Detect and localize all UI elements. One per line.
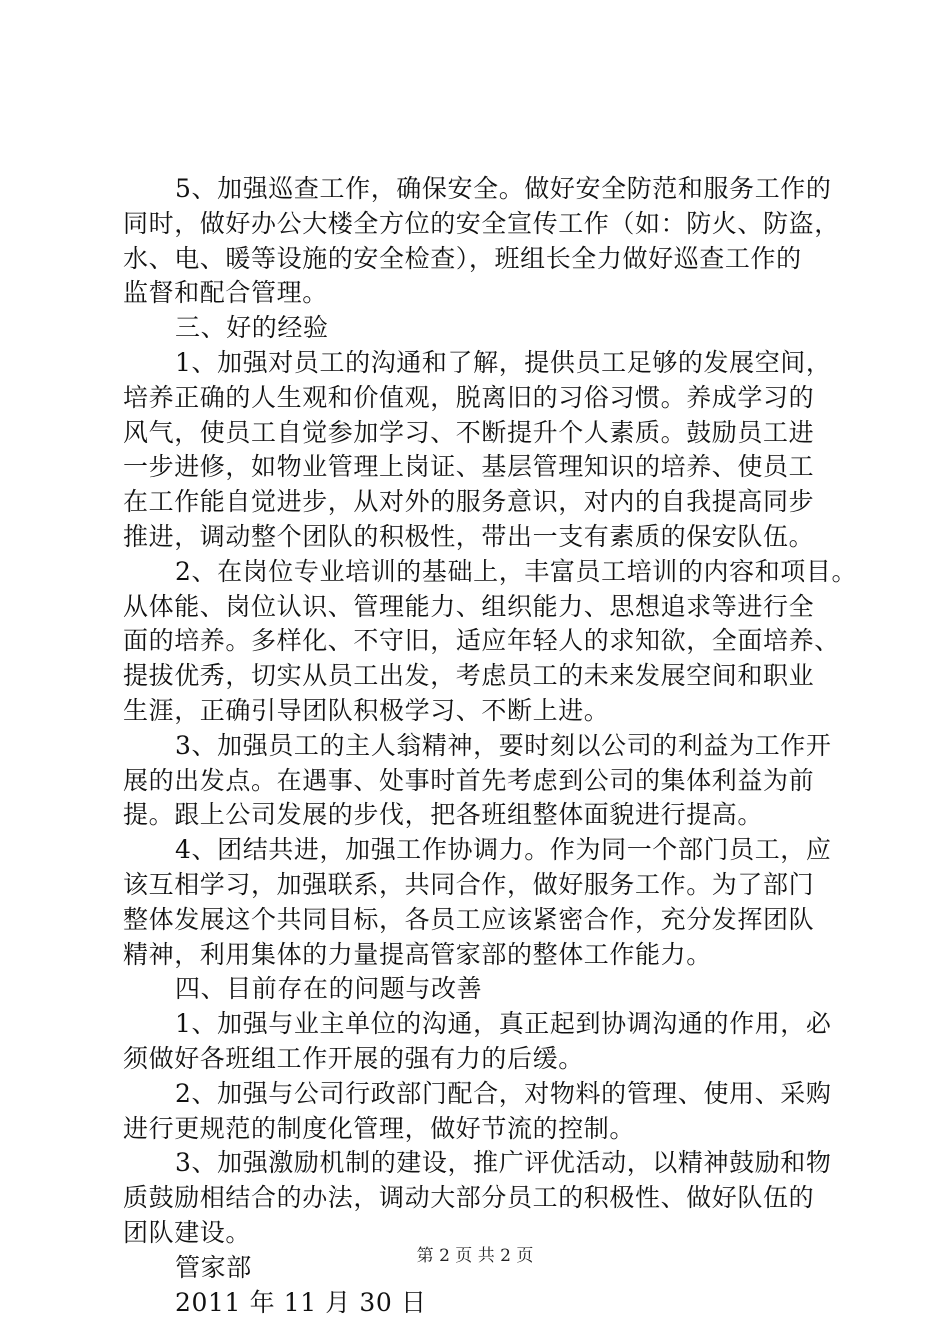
text-line: 5、加强巡查工作，确保安全。做好安全防范和服务工作的 xyxy=(175,174,832,203)
text-line: 2011 年 11 月 30 日 xyxy=(175,1287,427,1317)
text-line: 须做好各班组工作开展的强有力的后缓。 xyxy=(123,1043,584,1073)
text-line: 监督和配合管理。 xyxy=(123,278,328,308)
document-body xyxy=(123,172,858,1320)
text-line: 在工作能自觉进步，从对外的服务意识，对内的自我提高同步 xyxy=(123,487,815,517)
text-line: 提拔优秀，切实从员工出发，考虑员工的未来发展空间和职业 xyxy=(123,661,815,691)
text-line: 精神，利用集体的力量提高管家部的整体工作能力。 xyxy=(123,939,712,969)
text-line: 面的培养。多样化、不守旧，适应年轻人的求知欲，全面培养、 xyxy=(123,626,840,656)
text-line: 一步进修，如物业管理上岗证、基层管理知识的培养、使员工 xyxy=(123,452,815,482)
text-line: 1、加强对员工的沟通和了解，提供员工足够的发展空间， xyxy=(175,347,832,377)
text-line: 推进，调动整个团队的积极性，带出一支有素质的保安队伍。 xyxy=(123,521,815,551)
text-line: 1、加强与业主单位的沟通，真正起到协调沟通的作用，必 xyxy=(175,1009,832,1039)
text-line: 展的出发点。在遇事、处事时首先考虑到公司的集体利益为前 xyxy=(123,765,815,795)
text-line: 提。跟上公司发展的步伐，把各班组整体面貌进行提高。 xyxy=(123,800,764,830)
text-line: 风气，使员工自觉参加学习、不断提升个人素质。鼓励员工进 xyxy=(123,417,815,447)
text-line: 水、电、暖等设施的安全检查），班组长全力做好巡查工作的 xyxy=(123,243,802,273)
text-line: 三、好的经验 xyxy=(175,313,329,343)
text-line: 四、目前存在的问题与改善 xyxy=(175,974,483,1004)
text-line: 培养正确的人生观和价值观，脱离旧的习俗习惯。养成学习的 xyxy=(123,382,815,412)
text-line: 团队建设。 xyxy=(123,1217,252,1247)
text-line: 3、加强员工的主人翁精神，要时刻以公司的利益为工作开 xyxy=(175,730,832,760)
text-line: 整体发展这个共同目标，各员工应该紧密合作，充分发挥团队 xyxy=(123,904,815,934)
text-line: 2、在岗位专业培训的基础上，丰富员工培训的内容和项目。 xyxy=(175,556,858,586)
text-line: 质鼓励相结合的办法，调动大部分员工的积极性、做好队伍的 xyxy=(123,1183,815,1213)
page-footer: 第 2 页 共 2 页 xyxy=(416,1246,534,1266)
text-line: 该互相学习，加强联系，共同合作，做好服务工作。为了部门 xyxy=(123,869,815,899)
text-line: 4、团结共进，加强工作协调力。作为同一个部门员工，应 xyxy=(175,835,832,865)
text-line: 2、加强与公司行政部门配合，对物料的管理、使用、采购 xyxy=(175,1078,832,1108)
text-line: 管家部 xyxy=(175,1252,252,1282)
text-line: 同时，做好办公大楼全方位的安全宣传工作（如：防火、防盗， xyxy=(123,208,840,238)
text-line: 3、加强激励机制的建设，推广评优活动，以精神鼓励和物 xyxy=(175,1148,832,1178)
text-line: 进行更规范的制度化管理，做好节流的控制。 xyxy=(123,1113,636,1143)
text-line: 从体能、岗位认识、管理能力、组织能力、思想追求等进行全 xyxy=(123,591,815,621)
text-line: 生涯，正确引导团队积极学习、不断上进。 xyxy=(123,695,610,725)
